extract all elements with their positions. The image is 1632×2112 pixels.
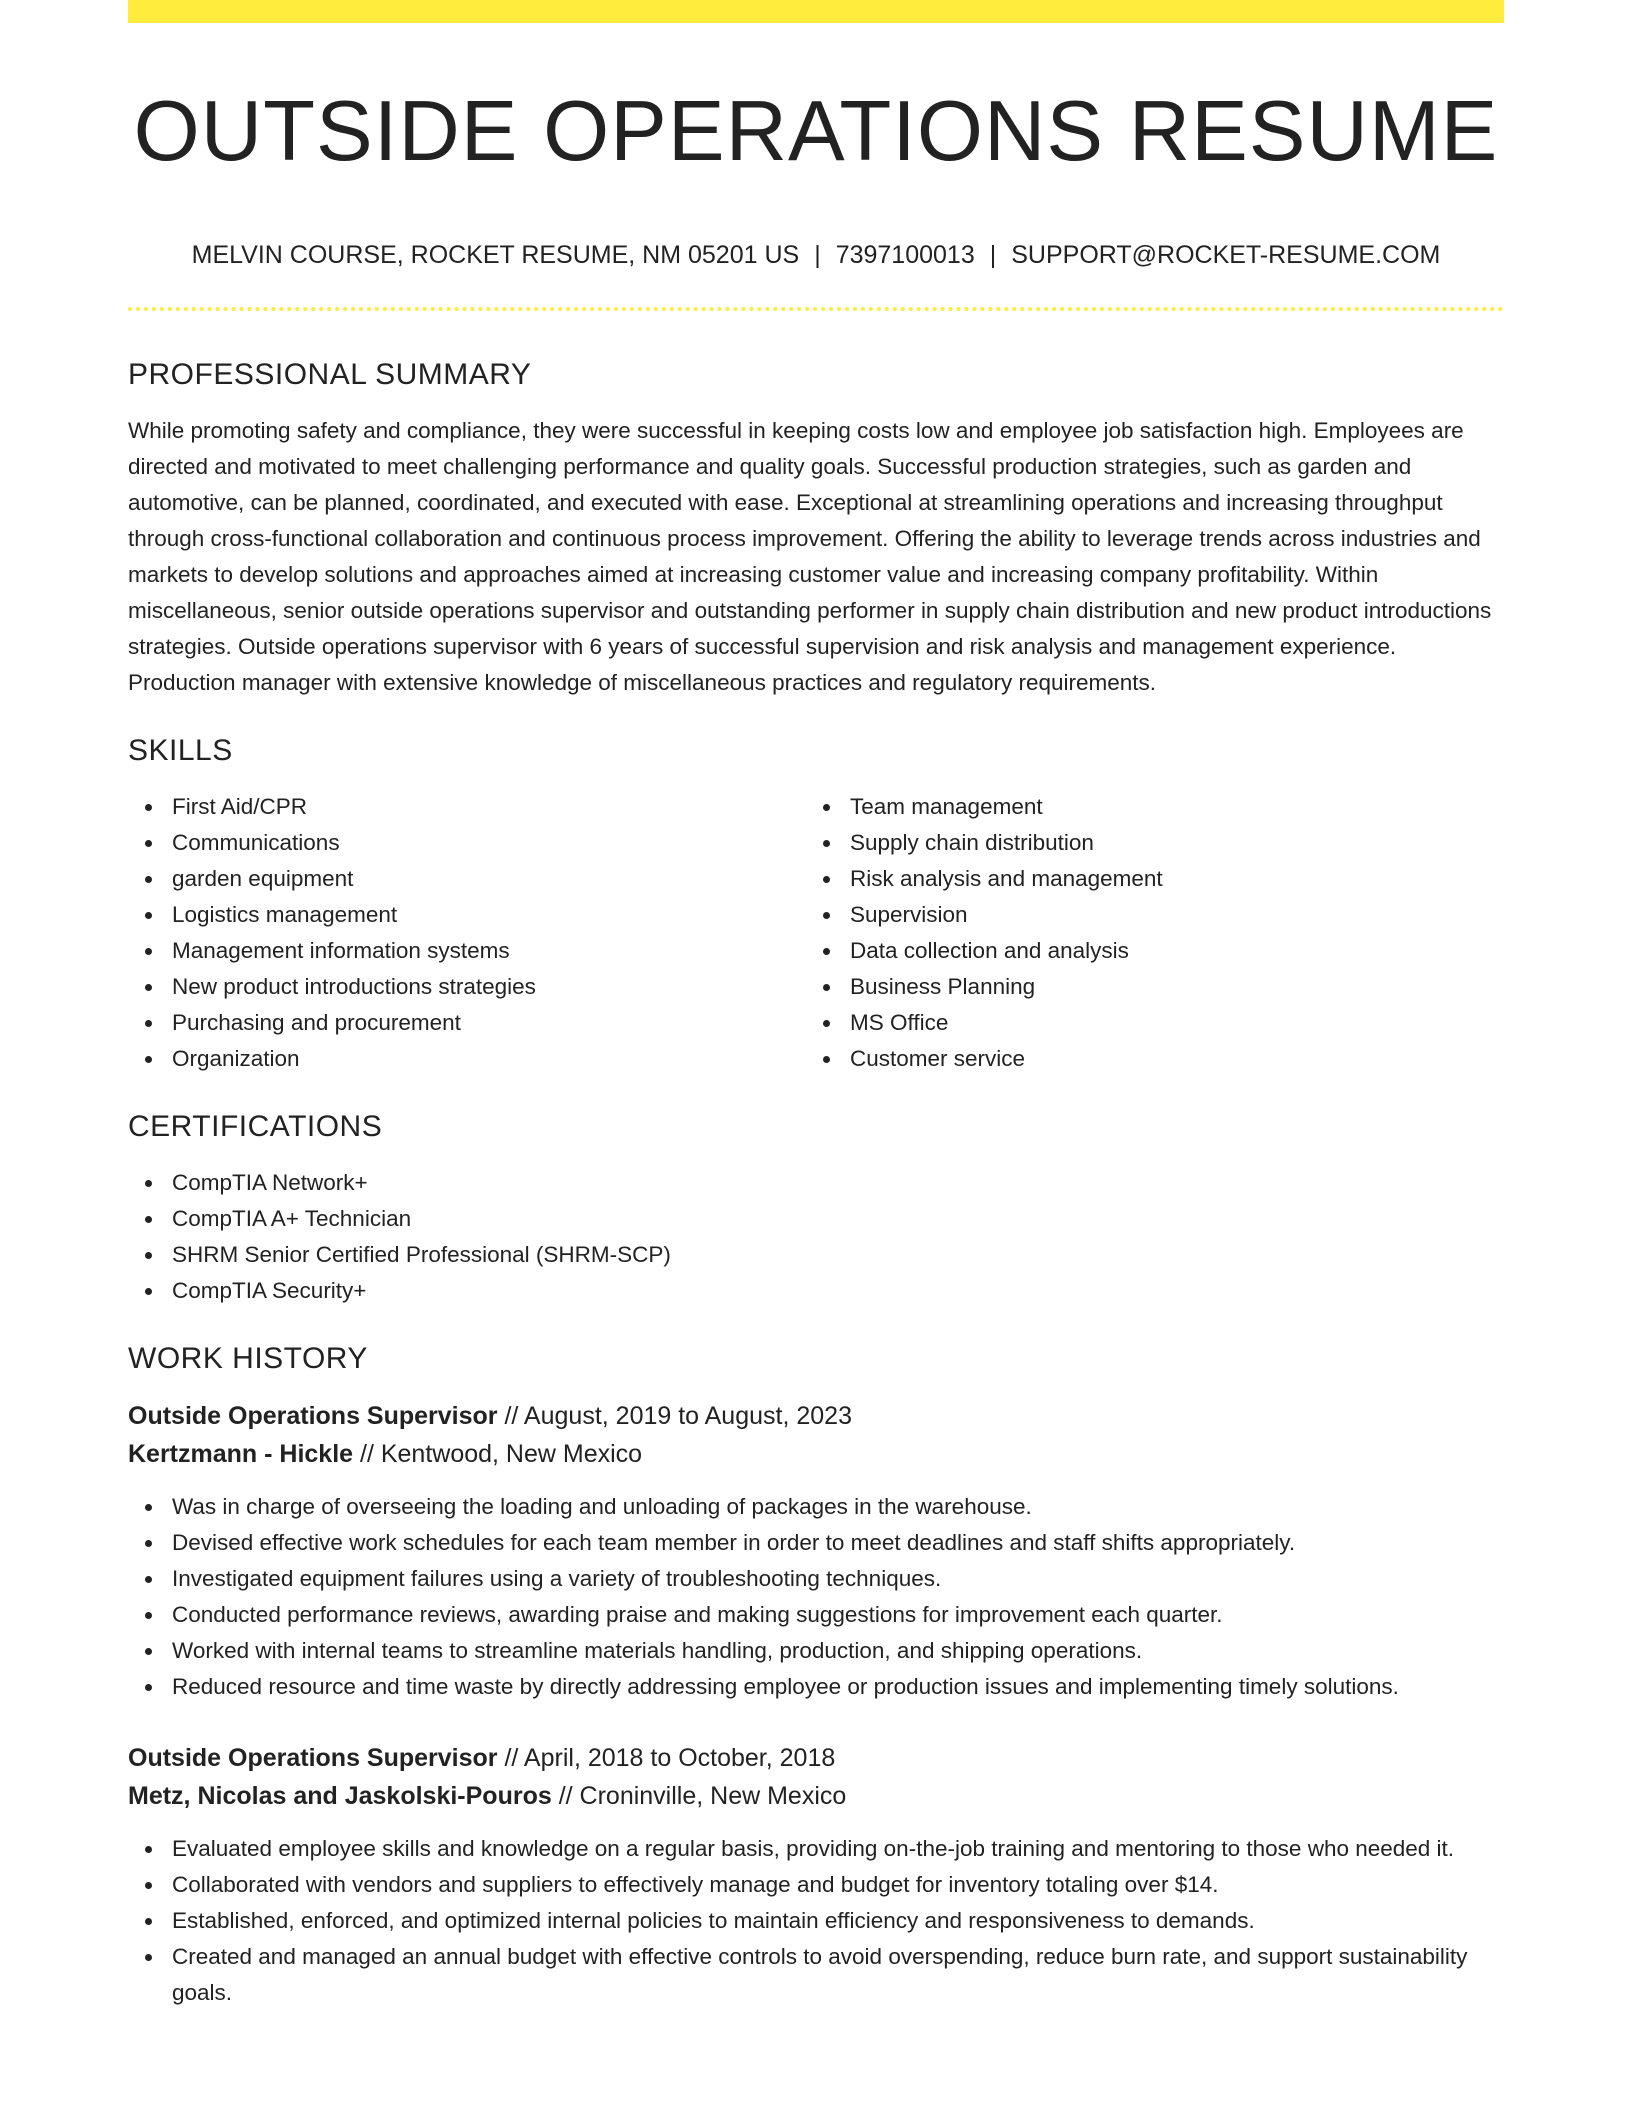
certification-item: SHRM Senior Certified Professional (SHRM-SCP) <box>128 1237 1504 1273</box>
job-duty: Devised effective work schedules for each team member in order to meet deadlines and staff shifts appropriately. <box>128 1525 1504 1561</box>
job-title: Outside Operations Supervisor <box>128 1744 498 1772</box>
certification-item: CompTIA Network+ <box>128 1165 1504 1201</box>
skill-item: Supply chain distribution <box>806 825 1484 861</box>
job-duty: Established, enforced, and optimized internal policies to maintain efficiency and responsiveness to demands. <box>128 1903 1504 1939</box>
resume-content <box>128 355 1504 2011</box>
certifications-list <box>128 1165 1504 1309</box>
certification-item: CompTIA A+ Technician <box>128 1201 1504 1237</box>
job-title: Outside Operations Supervisor <box>128 1402 498 1430</box>
job-company: Metz, Nicolas and Jaskolski-Pouros <box>128 1782 552 1810</box>
job-duty: Evaluated employee skills and knowledge on a regular basis, providing on-the-job training and mentoring to those who needed it. <box>128 1831 1504 1867</box>
summary-section <box>128 355 1504 701</box>
top-accent-bar <box>128 0 1504 23</box>
job-dates: // August, 2019 to August, 2023 <box>497 1402 852 1430</box>
job-duty: Worked with internal teams to streamline materials handling, production, and shipping operations. <box>128 1633 1504 1669</box>
job-entry <box>128 1397 1504 1705</box>
summary-text: While promoting safety and compliance, they were successful in keeping costs low and employee job satisfaction high. Employees are directed and motivated to meet challenging performance and quality goals. Successful production strategies, such as garden and automotive, can be planned, coordinated, and executed with ease. Exceptional at streamlining operations and increasing throughput through cross-functional collaboration and continuous process improvement. Offering the ability to leverage trends across industries and markets to develop solutions and approaches aimed at increasing customer value and increasing company profitability. Within miscellaneous, senior outside operations supervisor and outstanding performer in supply chain distribution and new product introductions strategies. Outside operations supervisor with 6 years of successful supervision and risk analysis and management experience. Production manager with extensive knowledge of miscellaneous practices and regulatory requirements. <box>128 418 1492 695</box>
job-duty: Collaborated with vendors and suppliers to effectively manage and budget for inventory totaling over $14. <box>128 1867 1504 1903</box>
job-entry <box>128 1739 1504 2011</box>
work-history-section <box>128 1339 1504 2011</box>
skills-section <box>128 731 1504 1077</box>
skills-heading: SKILLS <box>128 734 233 767</box>
skill-item: Logistics management <box>128 897 806 933</box>
summary-heading: PROFESSIONAL SUMMARY <box>128 358 532 391</box>
skill-item: Customer service <box>806 1041 1484 1077</box>
resume-page <box>128 0 1504 2112</box>
skill-item: MS Office <box>806 1005 1484 1041</box>
work-history-heading: WORK HISTORY <box>128 1342 368 1375</box>
contact-separator: | <box>989 241 997 269</box>
skill-item: Communications <box>128 825 806 861</box>
skill-item: garden equipment <box>128 861 806 897</box>
job-duties-list <box>128 1831 1504 2011</box>
contact-phone: 7397100013 <box>835 241 975 269</box>
job-duty: Conducted performance reviews, awarding praise and making suggestions for improvement each quarter. <box>128 1597 1504 1633</box>
job-company: Kertzmann - Hickle <box>128 1440 354 1468</box>
contact-address: MELVIN COURSE, ROCKET RESUME, NM 05201 US <box>191 241 800 269</box>
dotted-divider <box>128 307 1504 311</box>
job-title-line <box>128 1397 1504 1435</box>
job-duty: Reduced resource and time waste by directly addressing employee or production issues and implementing timely solutions. <box>128 1669 1504 1705</box>
job-duty: Created and managed an annual budget with effective controls to avoid overspending, reduce burn rate, and support sustainability goals. <box>128 1939 1504 2011</box>
certifications-heading: CERTIFICATIONS <box>128 1110 383 1143</box>
resume-title: OUTSIDE OPERATIONS RESUME <box>133 84 1499 179</box>
skill-item: New product introductions strategies <box>128 969 806 1005</box>
skills-list-left <box>128 789 806 1077</box>
skill-item: Organization <box>128 1041 806 1077</box>
skill-item: Business Planning <box>806 969 1484 1005</box>
skill-item: Purchasing and procurement <box>128 1005 806 1041</box>
skills-list-right <box>806 789 1484 1077</box>
contact-line <box>128 238 1504 272</box>
skill-item: Risk analysis and management <box>806 861 1484 897</box>
certification-item: CompTIA Security+ <box>128 1273 1504 1309</box>
skill-item: Data collection and analysis <box>806 933 1484 969</box>
skill-item: First Aid/CPR <box>128 789 806 825</box>
job-dates: // April, 2018 to October, 2018 <box>497 1744 836 1772</box>
certifications-section <box>128 1107 1504 1309</box>
job-duty: Investigated equipment failures using a variety of troubleshooting techniques. <box>128 1561 1504 1597</box>
skill-item: Team management <box>806 789 1484 825</box>
contact-email[interactable]: SUPPORT@ROCKET-RESUME.COM <box>1011 241 1441 269</box>
job-location: // Kentwood, New Mexico <box>353 1440 643 1468</box>
skill-item: Management information systems <box>128 933 806 969</box>
job-duties-list <box>128 1489 1504 1705</box>
job-duty: Was in charge of overseeing the loading and unloading of packages in the warehouse. <box>128 1489 1504 1525</box>
job-title-line <box>128 1739 1504 1777</box>
skill-item: Supervision <box>806 897 1484 933</box>
job-company-line <box>128 1435 1504 1473</box>
job-company-line <box>128 1777 1504 1815</box>
contact-separator: | <box>814 241 821 269</box>
job-location: // Croninville, New Mexico <box>551 1782 847 1810</box>
